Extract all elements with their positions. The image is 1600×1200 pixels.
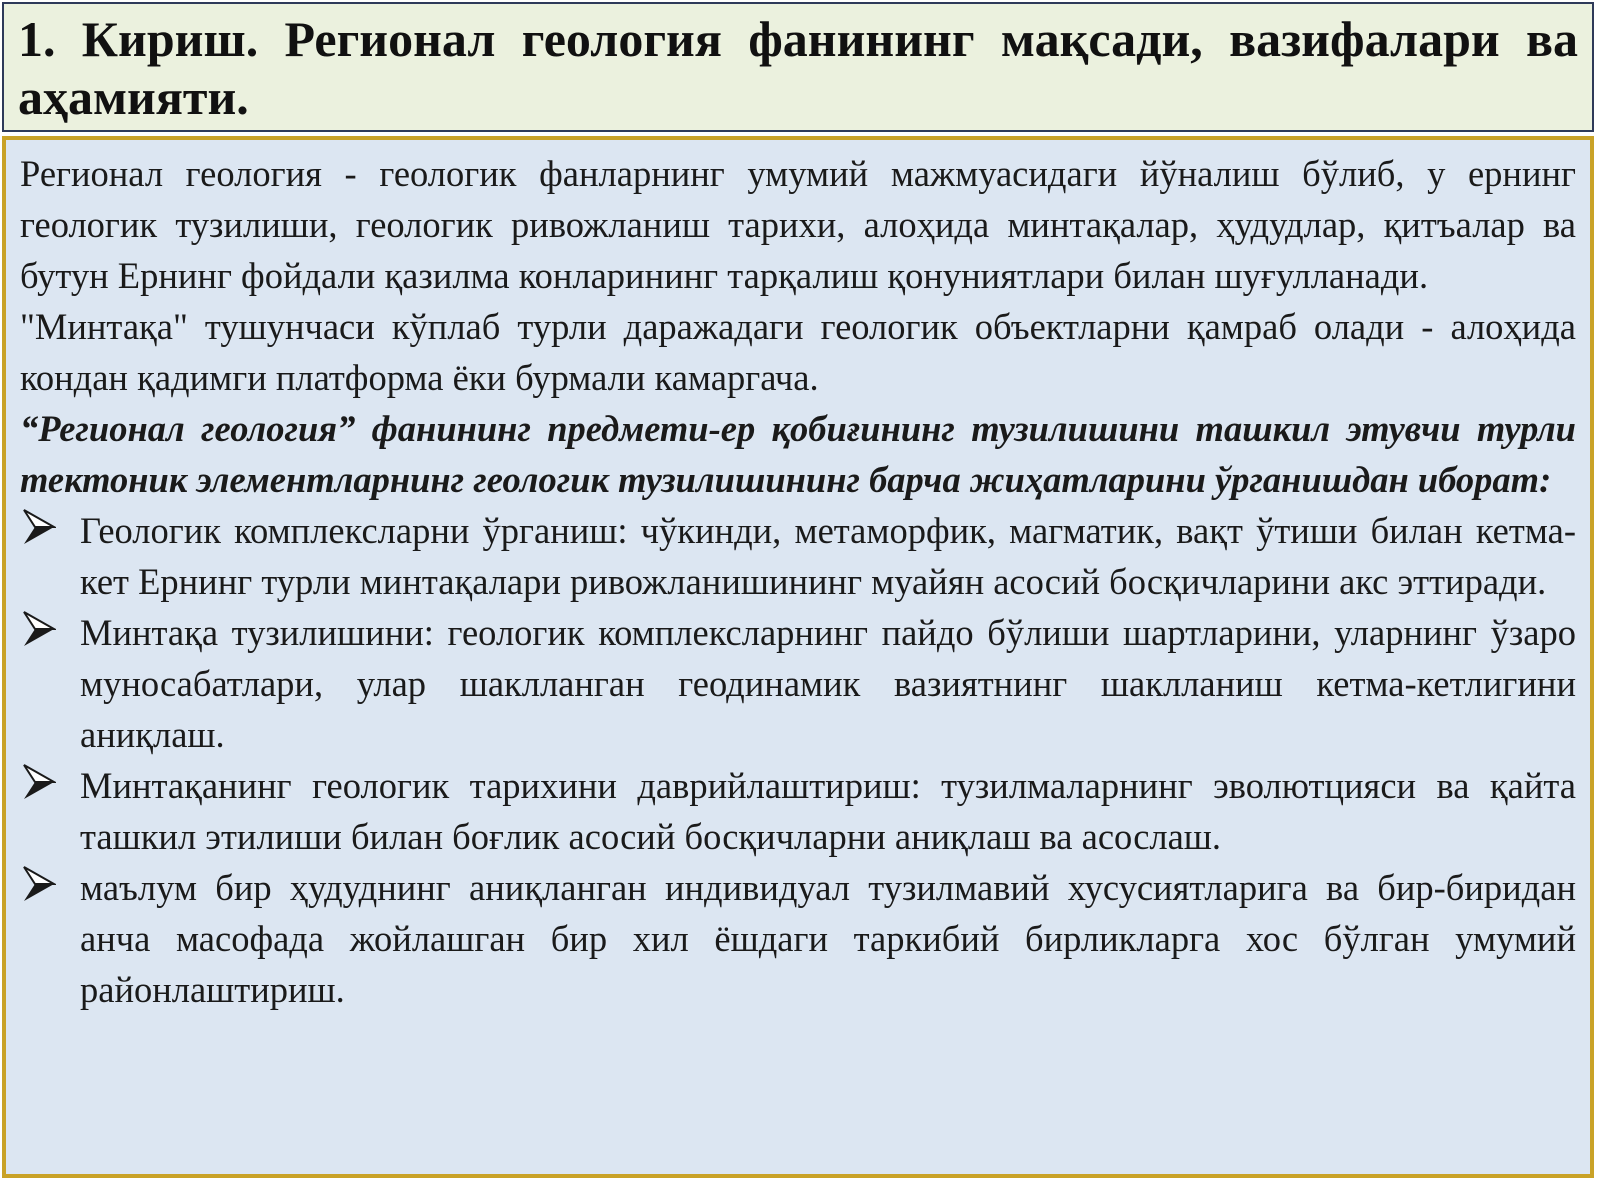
arrowhead-bullet-icon (22, 762, 56, 802)
list-item (20, 607, 1576, 760)
subject-statement: “Регионал геология” фанининг предмети-ер қобиғининг тузилишини ташкил этувчи турли тектоник элементларнинг геологик тузилишининг барча жиҳатларини ўрганишдан иборат: (20, 408, 1576, 500)
arrowhead-bullet-icon (22, 609, 56, 649)
list-item (20, 505, 1576, 607)
list-item (20, 862, 1576, 1015)
region-concept-paragraph: "Минтақа" тушунчаси кўплаб турли даражадаги геологик объектларни қамраб олади - алоҳида кондан қадимги платформа ёки бурмали камаргача. (20, 306, 1576, 398)
list-item-text: Минтақа тузилишини: геологик комплексларнинг пайдо бўлиши шартларини, уларнинг ўзаро муносабатлари, улар шаклланган геодинамик вазиятнинг шаклланиш кетма-кетлигини аниқлаш. (80, 612, 1576, 755)
arrowhead-bullet-icon (22, 507, 56, 547)
list-item-text: Минтақанинг геологик тарихини даврийлаштириш: тузилмаларнинг эволютцияси ва қайта ташкил этилиши билан боғлик асосий босқичларни аниқлаш ва асослаш. (80, 765, 1576, 857)
slide-title: 1. Кириш. Регионал геология фанининг мақсади, вазифалари ва аҳамияти. (18, 11, 1578, 125)
list-item-text: Геологик комплексларни ўрганиш: чўкинди, метаморфик, магматик, вақт ўтиши билан кетма-кет Ернинг турли минтақалари ривожланишининг муайян асосий босқичларини акс эттиради. (80, 510, 1576, 602)
title-box (2, 2, 1594, 132)
content-box (2, 136, 1594, 1178)
list-item (20, 760, 1576, 862)
task-list (20, 505, 1576, 1015)
intro-paragraph: Регионал геология - геологик фанларнинг умумий мажмуасидаги йўналиш бўлиб, у ернинг геологик тузилиши, геологик ривожланиш тарихи, алоҳида минтақалар, ҳудудлар, қитъалар ва бутун Ернинг фойдали қазилма конларининг тарқалиш қонуниятлари билан шуғулланади. (20, 153, 1576, 296)
list-item-text: маълум бир ҳудуднинг аниқланган индивидуал тузилмавий хусусиятларига ва бир-биридан анча масофада жойлашган бир хил ёшдаги таркибий бирликларга хос бўлган умумий районлаштириш. (80, 867, 1576, 1010)
arrowhead-bullet-icon (22, 864, 56, 904)
